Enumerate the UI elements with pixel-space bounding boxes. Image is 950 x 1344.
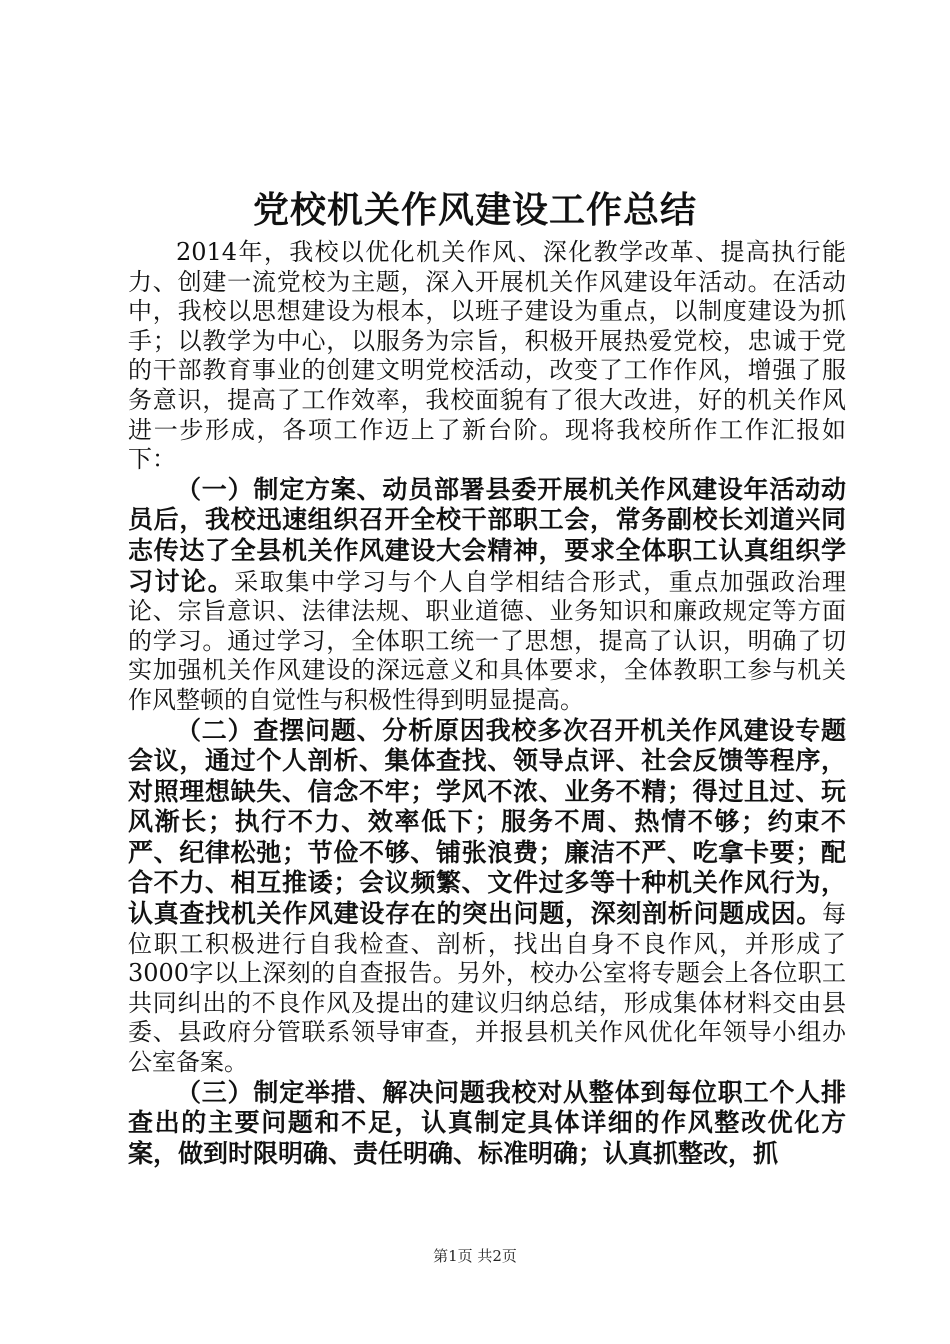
intro-paragraph: 2014年，我校以优化机关作风、深化教学改革、提高执行能力、创建一流党校为主题，深入开展机关作风建设年活动。在活动中，我校以思想建设为根本，以班子建设为重点，以制度建设为抓手；以教学为中心，以服务为宗旨，积极开展热爱党校，忠诚于党的干部教育事业的创建文明党校活动，改变了工作作风，增强了服务意识，提高了工作效率，我校面貌有了很大改进，好的机关作风进一步形成，各项工作迈上了新台阶。现将我校所作工作汇报如下： <box>128 238 846 474</box>
section-1-heading: （一）制定方案、动员部署县委开展机关作风建设年活动动员后，我校迅速组织召开全校干部职工会，常务副校长刘道兴同志传达了全县机关作风建设大会精神，要求全体职工认真组织学习讨论。 <box>128 474 846 596</box>
section-2-heading: （二）查摆问题、分析原因我校多次召开机关作风建设专题会议，通过个人剖析、集体查找、领导点评、社会反馈等程序，对照理想缺失、信念不牢；学风不浓、业务不精；得过且过、玩风渐长；执行不力、效率低下；服务不周、热情不够；约束不严、纪律松弛；节俭不够、铺张浪费；廉洁不严、吃拿卡要；配合不力、相互推诿；会议频繁、文件过多等十种机关作风行为，认真查找机关作风建设存在的突出问题，深刻剖析问题成因。 <box>128 715 846 929</box>
document-body <box>128 238 846 1169</box>
document-title: 党校机关作风建设工作总结 <box>252 189 697 231</box>
section-2-paragraph <box>128 716 846 1078</box>
section-2-text: 每位职工积极进行自我检查、剖析，找出自身不良作风，并形成了3000字以上深刻的自查报告。另外，校办公室将专题会上各位职工共同纠出的不良作风及提出的建议归纳总结，形成集体材料交由县委、县政府分管联系领导审查，并报县机关作风优化年领导小组办公室备案。 <box>128 900 846 1077</box>
section-1-paragraph <box>128 475 846 716</box>
section-3-paragraph <box>128 1078 846 1170</box>
page-number-footer: 第1页 共2页 <box>433 1247 517 1265</box>
section-3-heading: （三）制定举措、解决问题我校对从整体到每位职工个人排查出的主要问题和不足，认真制定具体详细的作风整改优化方案，做到时限明确、责任明确、标准明确；认真抓整改，抓 <box>128 1077 846 1168</box>
section-1-text: 采取集中学习与个人自学相结合形式，重点加强政治理论、宗旨意识、法律法规、职业道德、业务知识和廉政规定等方面的学习。通过学习，全体职工统一了思想，提高了认识，明确了切实加强机关作风建设的深远意义和具体要求，全体教职工参与机关作风整顿的自觉性与积极性得到明显提高。 <box>128 567 846 714</box>
